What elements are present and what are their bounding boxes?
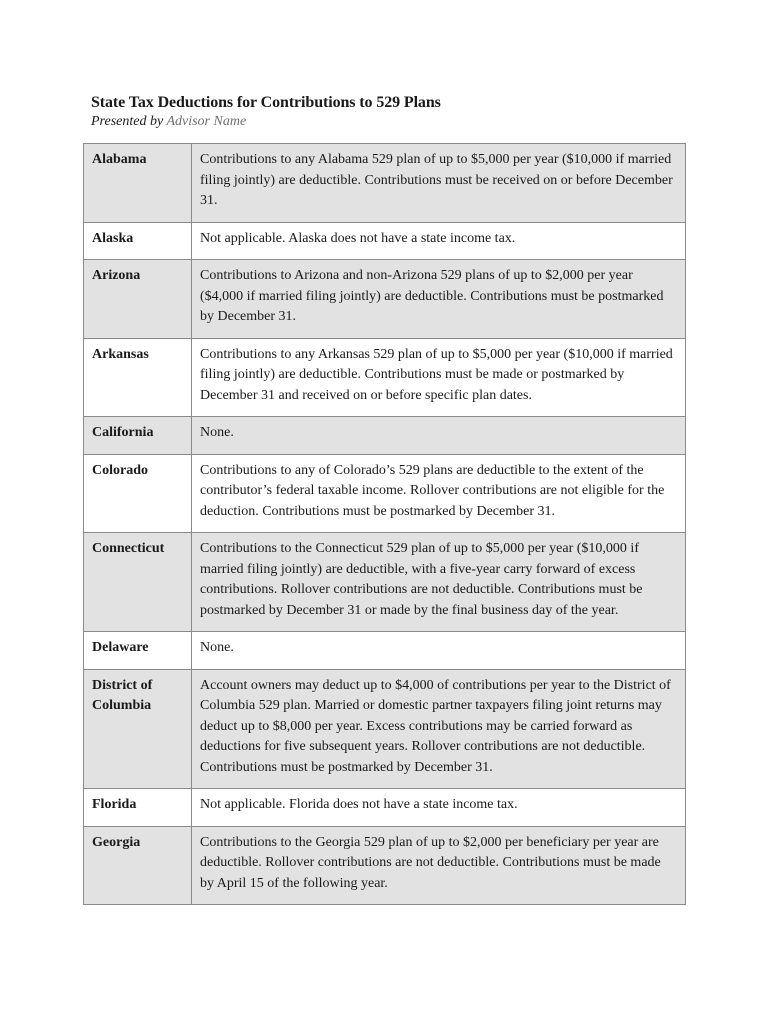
table-row [84, 260, 686, 339]
state-name: Alabama [84, 144, 192, 223]
deductions-table [83, 143, 686, 905]
table-row [84, 144, 686, 223]
table-row [84, 669, 686, 789]
state-description: None. [192, 632, 686, 670]
state-description: Not applicable. Alaska does not have a state income tax. [192, 222, 686, 260]
state-name: Connecticut [84, 533, 192, 632]
table-row [84, 222, 686, 260]
subtitle [91, 114, 246, 130]
table-row [84, 789, 686, 827]
state-description: Not applicable. Florida does not have a state income tax. [192, 789, 686, 827]
table-row [84, 533, 686, 632]
advisor-name: Advisor Name [166, 114, 247, 129]
table-row [84, 417, 686, 455]
state-name: California [84, 417, 192, 455]
presented-by-label: Presented by [91, 114, 164, 129]
state-name: Georgia [84, 826, 192, 905]
state-description: Contributions to any Arkansas 529 plan of up to $5,000 per year ($10,000 if married filing jointly) are deductible. Contributions must be made or postmarked by December 31 and received on or before specific plan dates. [192, 338, 686, 417]
state-name: Colorado [84, 454, 192, 533]
table-row [84, 826, 686, 905]
state-description: None. [192, 417, 686, 455]
state-description: Contributions to Arizona and non-Arizona 529 plans of up to $2,000 per year ($4,000 if married filing jointly) are deductible. Contributions must be postmarked by December 31. [192, 260, 686, 339]
state-description: Contributions to any Alabama 529 plan of up to $5,000 per year ($10,000 if married filing jointly) are deductible. Contributions must be received on or before December 31. [192, 144, 686, 223]
page-title: State Tax Deductions for Contributions to 529 Plans [91, 94, 441, 111]
state-name: Arizona [84, 260, 192, 339]
table-row [84, 632, 686, 670]
state-description: Contributions to the Georgia 529 plan of up to $2,000 per beneficiary per year are deductible. Rollover contributions are not deductible. Contributions must be made by April 15 of the following year. [192, 826, 686, 905]
state-name: Arkansas [84, 338, 192, 417]
state-name: Florida [84, 789, 192, 827]
state-name: Alaska [84, 222, 192, 260]
state-name: Delaware [84, 632, 192, 670]
table-row [84, 454, 686, 533]
state-name: District of Columbia [84, 669, 192, 789]
state-description: Contributions to any of Colorado’s 529 plans are deductible to the extent of the contributor’s federal taxable income. Rollover contributions are not eligible for the deduction. Contributions must be postmarked by December 31. [192, 454, 686, 533]
table-row [84, 338, 686, 417]
state-description: Account owners may deduct up to $4,000 of contributions per year to the District of Columbia 529 plan. Married or domestic partner taxpayers filing joint returns may deduct up to $8,000 per year. Excess contributions may be carried forward as deductions for five subsequent years. Rollover contributions are not deductible. Contributions must be postmarked by December 31. [192, 669, 686, 789]
state-description: Contributions to the Connecticut 529 plan of up to $5,000 per year ($10,000 if married filing jointly) are deductible, with a five-year carry forward of excess contributions. Rollover contributions are not deductible. Contributions must be postmarked by December 31 or made by the final business day of the year. [192, 533, 686, 632]
